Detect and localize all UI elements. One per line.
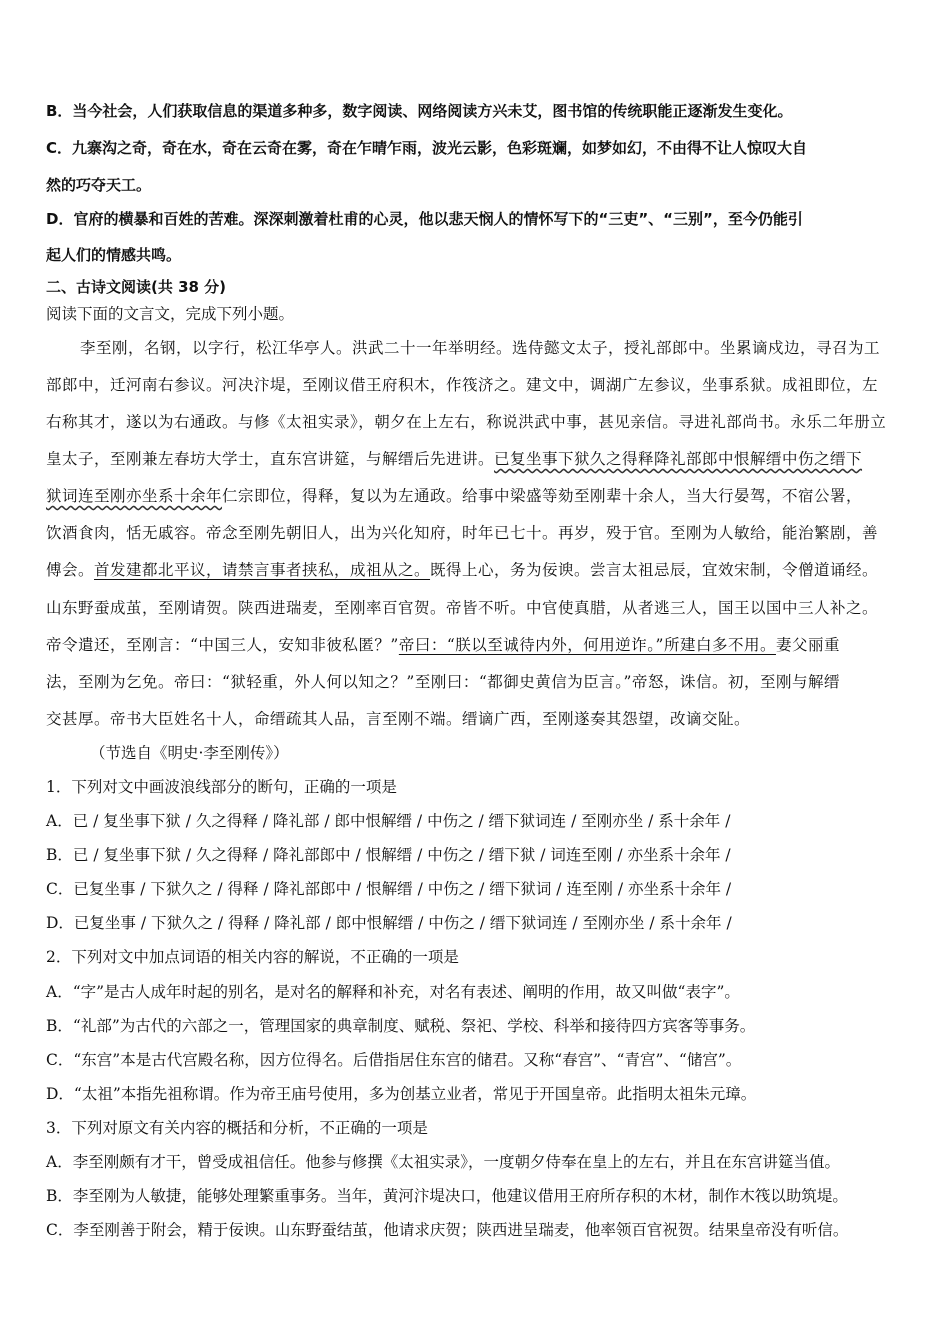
instruction-text: 阅读下面的文言文，完成下列小题。 [46,305,295,323]
question-1-option-b: B．已 / 复坐事下狱 / 久之得释 / 降礼部郎中 / 恨解缙 / 中伤之 / 缙下狱 / 词连至刚 / 亦坐系十余年 / [46,846,731,864]
passage-line: 部郎中，迁河南右参议。河决汴堤，至刚议借王府积木，作筏济之。建文中，调湖广左参议，坐事系狱。成祖即位，左 [46,376,879,394]
wavy-underlined-text: 已复坐事下狱久之得释降礼部郎中恨解缙中伤之缙下 [494,450,863,468]
passage-line [46,633,910,655]
passage-line: 李至刚，名钢，以字行，松江华亭人。洪武二十一年举明经。选侍懿文太子，授礼部郎中。坐累谪戍边，寻召为工 [80,339,881,357]
option-c-line1: C．九寨沟之奇，奇在水，奇在云奇在雾，奇在乍晴乍雨，波光云影，色彩斑斓，如梦如幻，不由得不让人惊叹大自 [46,139,808,157]
option-d-line1: D．官府的横暴和百姓的苦难。深深刺激着杜甫的心灵，他以悲天悯人的情怀写下的“三吏”、“三别”，至今仍能引 [46,210,803,228]
underlined-sentence: 帝曰：“朕以至诚待内外，何用逆诈。”所建白多不用。 [398,636,776,654]
question-3-stem: 3．下列对原文有关内容的概括和分析，不正确的一项是 [46,1119,428,1137]
passage-text: 仁宗即位，得释，复以为左通政。给事中梁盛等劾至刚辈十余人，当大行晏驾，不宿公署， [222,487,863,505]
question-1-option-c: C．已复坐事 / 下狱久之 / 得释 / 降礼部郎中 / 恨解缙 / 中伤之 / 缙下狱词 / 连至刚 / 亦坐系十余年 / [46,880,732,898]
passage-line [46,558,910,580]
question-2-option-d: D．“太祖”本指先祖称谓。作为帝王庙号使用，多为创基立业者，常见于开国皇帝。此指明太祖朱元璋。 [46,1085,757,1103]
passage-line: 交甚厚。帝书大臣姓名十人，命缙疏其人品，言至刚不端。缙谪广西，至刚遂奏其怨望，改谪交阯。 [46,710,751,728]
passage-text: 妻父丽重 [775,636,840,654]
question-1-option-d: D．已复坐事 / 下狱久之 / 得释 / 降礼部 / 郎中恨解缙 / 中伤之 / 缙下狱词连 / 至刚亦坐 / 系十余年 / [46,914,732,932]
passage-line [46,484,910,506]
section-heading: 二、古诗文阅读(共 38 分) [46,278,227,296]
passage-text: 皇太子，至刚兼左春坊大学士，直东宫讲筵，与解缙后先进讲。 [46,450,495,468]
passage-source: （节选自《明史·李至刚传》） [90,744,289,762]
passage-text: 既得上心，务为佞谀。尝言太祖忌辰，宜效宋制，令僧道诵经。 [430,561,879,579]
option-b: B．当今社会，人们获取信息的渠道多种多，数字阅读、网络阅读方兴未艾，图书馆的传统职能正逐渐发生变化。 [46,102,793,120]
question-2-option-b: B．“礼部”为古代的六部之一，管理国家的典章制度、赋税、祭祀、学校、科举和接待四方宾客等事务。 [46,1017,756,1035]
question-2-stem: 2．下列对文中加点词语的相关内容的解说，不正确的一项是 [46,948,459,966]
passage-line [46,447,910,469]
question-1-stem: 1．下列对文中画波浪线部分的断句，正确的一项是 [46,778,397,796]
passage-text: 帝令遣还，至刚言：“中国三人，安知非彼私匿？” [46,636,399,654]
question-2-option-a: A．“字”是古人成年时起的别名，是对名的解释和补充，对名有表述、阐明的作用，故又叫做“表字”。 [46,983,740,1001]
passage-line: 饮酒食肉，恬无戚容。帝念至刚先朝旧人，出为兴化知府，时年已七十。再岁，殁于官。至刚为人敏给，能治繁剧，善 [46,524,879,542]
question-3-option-c: C．李至刚善于附会，精于佞谀。山东野蚕结茧，他请求庆贺；陕西进呈瑞麦，他率领百官祝贺。结果皇帝没有听信。 [46,1221,849,1239]
passage-line: 法，至刚为乞免。帝曰：“狱轻重，外人何以知之？”至刚曰：“都御史黄信为臣言。”帝怒，诛信。初，至刚与解缙 [46,673,840,691]
question-3-option-b: B．李至刚为人敏捷，能够处理繁重事务。当年，黄河汴堤决口，他建议借用王府所存积的木材，制作木筏以助筑堤。 [46,1187,848,1205]
underlined-sentence: 首发建都北平议，请禁言事者挟私，成祖从之。 [94,561,431,579]
question-1-option-a: A．已 / 复坐事下狱 / 久之得释 / 降礼部 / 郎中恨解缙 / 中伤之 / 缙下狱词连 / 至刚亦坐 / 系十余年 / [46,812,731,830]
option-d-line2: 起人们的情感共鸣。 [46,246,182,264]
wavy-underlined-text: 狱词连至刚亦坐系十余年 [46,487,223,505]
option-c-line2: 然的巧夺天工。 [46,176,152,194]
question-2-option-c: C．“东宫”本是古代宫殿名称，因方位得名。后借指居住东宫的储君。又称“春宫”、“青宫”、“储宫”。 [46,1051,742,1069]
passage-text: 傅会。 [46,561,95,579]
question-3-option-a: A．李至刚颇有才干，曾受成祖信任。他参与修撰《太祖实录》，一度朝夕侍奉在皇上的左右，并且在东宫讲筵当值。 [46,1153,840,1171]
passage-line: 右称其才，遂以为右通政。与修《太祖实录》，朝夕在上左右，称说洪武中事，甚见亲信。寻进礼部尚书。永乐二年册立 [46,413,887,431]
passage-line: 山东野蚕成茧，至刚请贺。陕西进瑞麦，至刚率百官贺。帝皆不听。中官使真腊，从者逃三人，国王以国中三人补之。 [46,599,879,617]
